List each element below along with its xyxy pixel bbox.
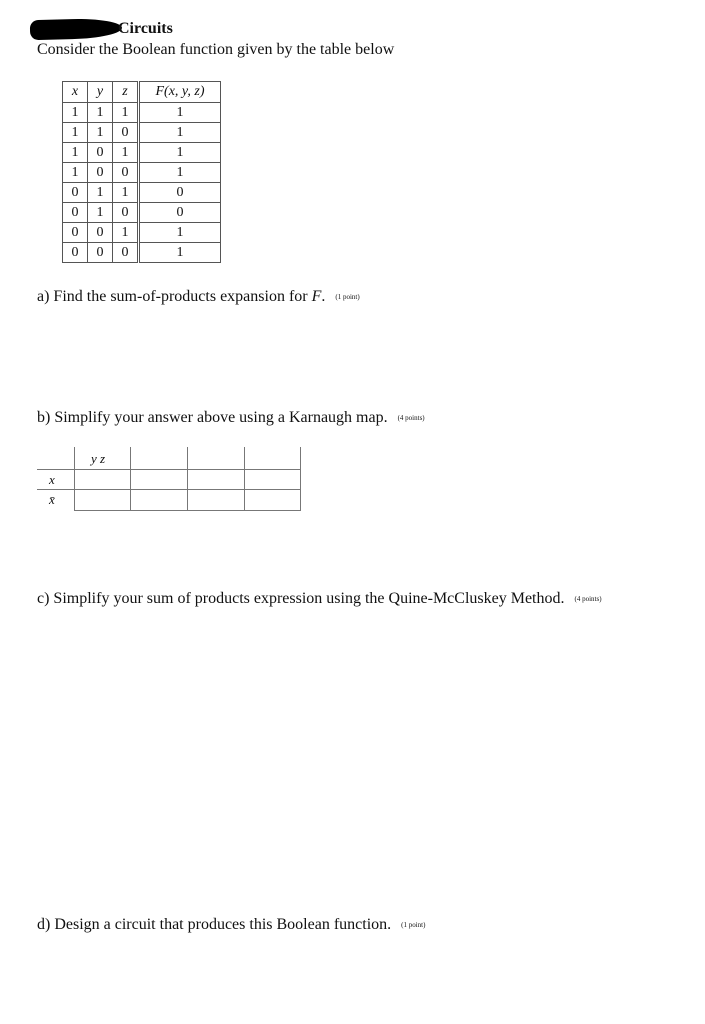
- kmap-line: [187, 447, 188, 511]
- question-b-points: (4 points): [397, 414, 425, 422]
- question-a-points: (1 point): [335, 293, 360, 301]
- table-row: [63, 163, 221, 183]
- question-d-text: d) Design a circuit that produces this Boolean function.: [37, 916, 392, 933]
- table-row: [63, 143, 221, 163]
- table-row: [63, 123, 221, 143]
- cell: 1: [63, 143, 88, 163]
- cell: 0: [113, 123, 139, 143]
- cell: 0: [88, 243, 113, 263]
- table-row: [63, 223, 221, 243]
- header-y: y: [88, 82, 113, 103]
- question-a-var: F: [311, 288, 322, 305]
- kmap-column-label: y z: [91, 451, 106, 466]
- cell: 0: [63, 183, 88, 203]
- cell: 1: [139, 123, 221, 143]
- cell: 1: [139, 243, 221, 263]
- table-row: [63, 203, 221, 223]
- cell: 0: [113, 243, 139, 263]
- question-c: [37, 590, 602, 608]
- cell: 0: [63, 243, 88, 263]
- cell: 0: [88, 143, 113, 163]
- cell: 0: [113, 163, 139, 183]
- kmap-row-label-x: x: [49, 472, 55, 487]
- cell: 1: [139, 103, 221, 123]
- cell: 0: [88, 163, 113, 183]
- truth-table: [62, 81, 221, 263]
- cell: 0: [63, 223, 88, 243]
- table-row: [63, 243, 221, 263]
- cell: 1: [63, 123, 88, 143]
- cell: 0: [113, 203, 139, 223]
- kmap-line: [74, 510, 301, 511]
- karnaugh-map-grid: [37, 447, 302, 512]
- cell: 1: [139, 163, 221, 183]
- truth-table-header: [63, 82, 221, 103]
- kmap-line: [37, 489, 301, 490]
- cell: 1: [113, 143, 139, 163]
- header-z: z: [113, 82, 139, 103]
- header-x: x: [63, 82, 88, 103]
- question-a-end: .: [321, 288, 326, 305]
- kmap-line: [130, 447, 131, 511]
- cell: 0: [88, 223, 113, 243]
- question-b: [37, 409, 425, 427]
- intro-text: Consider the Boolean function given by the table below: [37, 41, 395, 58]
- cell: 1: [139, 143, 221, 163]
- cell: 1: [113, 183, 139, 203]
- cell: 1: [88, 103, 113, 123]
- kmap-line: [74, 447, 75, 511]
- cell: 1: [113, 103, 139, 123]
- cell: 0: [139, 183, 221, 203]
- cell: 1: [63, 103, 88, 123]
- cell: 1: [139, 223, 221, 243]
- cell: 0: [63, 203, 88, 223]
- header-f: F(x, y, z): [139, 82, 221, 103]
- cell: 0: [139, 203, 221, 223]
- question-c-text: c) Simplify your sum of products expression using the Quine-McCluskey Method.: [37, 590, 565, 607]
- question-d-points: (1 point): [401, 921, 426, 929]
- kmap-line: [300, 447, 301, 511]
- question-a: [37, 288, 360, 306]
- cell: 1: [88, 123, 113, 143]
- question-b-text: b) Simplify your answer above using a Karnaugh map.: [37, 409, 388, 426]
- question-a-text: a) Find the sum-of-products expansion for: [37, 288, 308, 305]
- cell: 1: [113, 223, 139, 243]
- table-row: [63, 183, 221, 203]
- cell: 1: [88, 183, 113, 203]
- cell: 1: [88, 203, 113, 223]
- question-c-points: (4 points): [574, 595, 602, 603]
- kmap-line: [37, 469, 301, 470]
- kmap-line: [244, 447, 245, 511]
- cell: 1: [63, 163, 88, 183]
- kmap-row-label-xbar: x̄: [49, 492, 55, 507]
- question-d: [37, 916, 425, 934]
- table-row: [63, 103, 221, 123]
- redaction-mark: [30, 18, 122, 40]
- page-title: Circuits: [118, 20, 173, 37]
